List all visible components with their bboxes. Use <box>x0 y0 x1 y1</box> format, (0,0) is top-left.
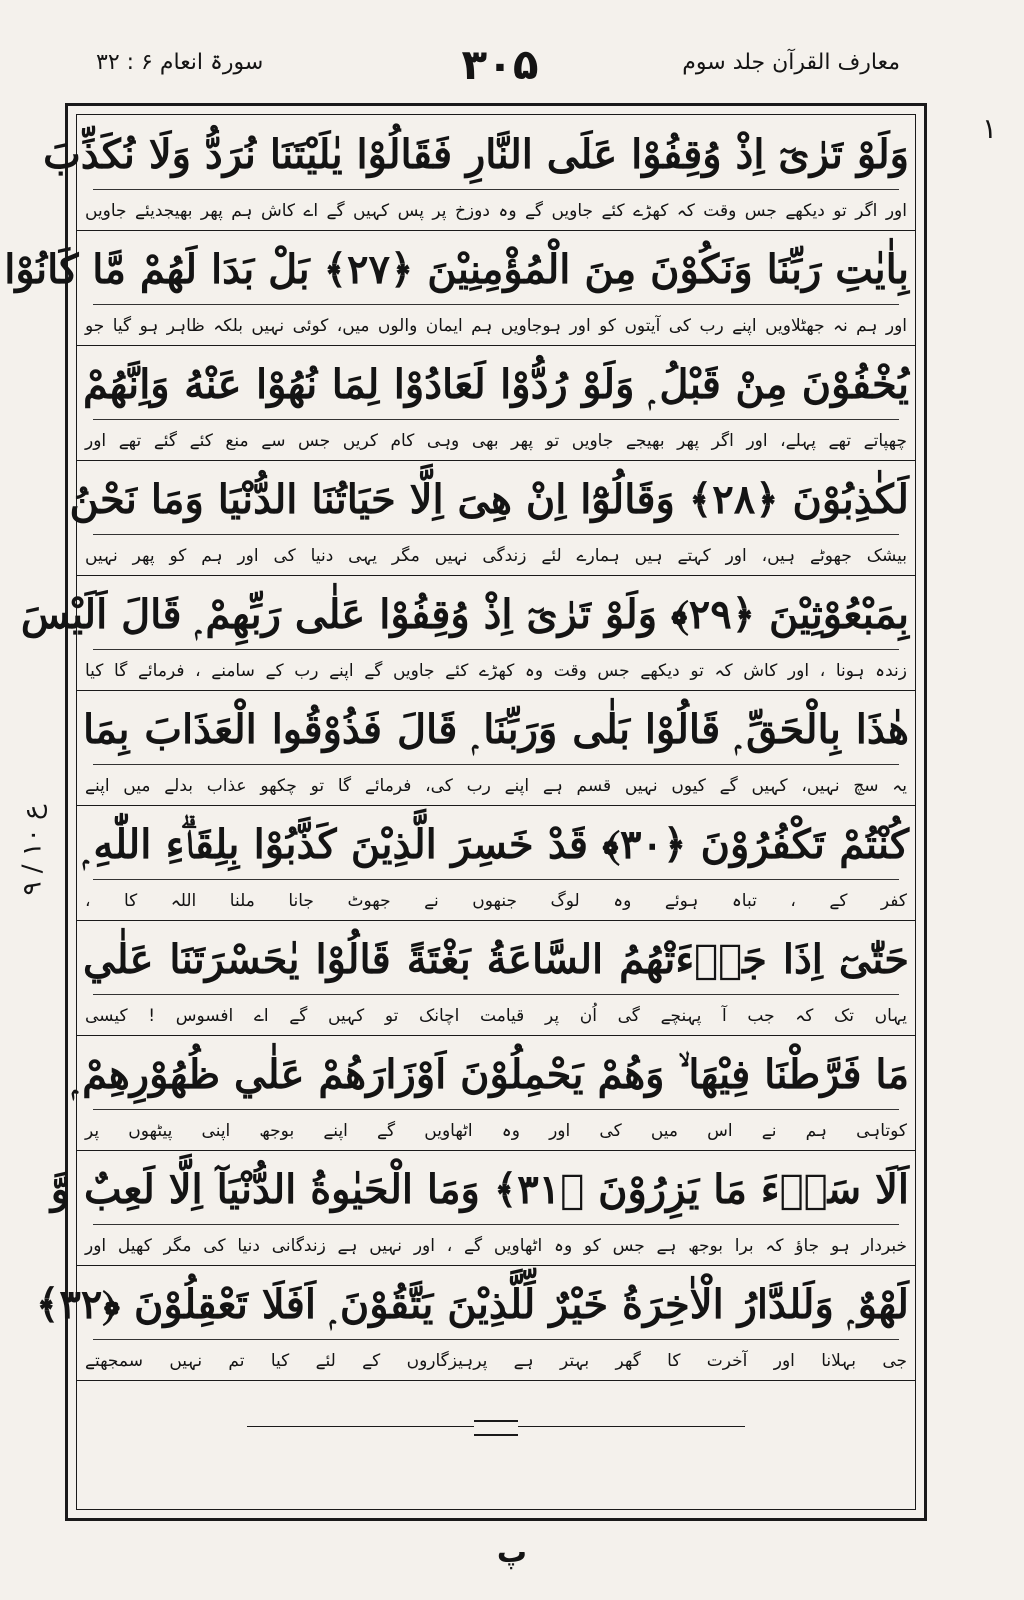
arabic-line: لَكٰذِبُوْنَ ﴿٢٨﴾ وَقَالُوْٓا اِنْ هِىَ اِلَّا حَيَاتُنَا الدُّنْيَا وَمَا نَحْنُ <box>69 476 909 523</box>
ruku-marker <box>4 790 60 910</box>
gloss-rule <box>93 649 899 650</box>
gloss-rule <box>93 534 899 535</box>
gloss-rule <box>93 1224 899 1225</box>
urdu-translation: بیشک جھوٹے ہیں، اور کہتے ہیں ہمارے لئے زندگی نہیں مگر یہی دنیا کی اور ہم کو پھر نہیں <box>85 546 907 566</box>
verse-block <box>4 230 915 346</box>
verse-block <box>43 115 915 231</box>
arabic-line: كُنْتُمْ تَكْفُرُوْنَ ﴿٣٠﴾ قَدْ خَسِرَ الَّذِيْنَ كَذَّبُوْا بِلِقَاۗءِ اللّٰهِ ۭ <box>83 821 910 868</box>
gloss-rule <box>93 1339 899 1340</box>
arabic-line: اَلَا سَاۗءَ مَا يَزِرُوْنَ ﴿٣١﴾ وَمَا الْحَيٰوةُ الدُّنْيَآ اِلَّا لَعِبٌ وَّ <box>50 1166 909 1213</box>
gloss-rule <box>93 419 899 420</box>
surah-reference: سورۃ انعام ۶ : ۳۲ <box>96 50 264 75</box>
urdu-translation: چھپاتے تھے پہلے، اور اگر پھر بھیجے جاویں تو پھر بھی وہی کام کریں جس سے منع کئے گئے تھے اور <box>85 431 907 451</box>
page-header <box>70 40 930 100</box>
verse-block <box>20 575 915 691</box>
urdu-translation: کوتاہی ہم نے اس میں کی اور وہ اٹھاویں گے اپنے بوجھ اپنی پیٹھوں پر <box>85 1121 907 1141</box>
urdu-translation: اور ہم نہ جھٹلاویں اپنے رب کی آیتوں کو اور ہوجاویں ہم ایمان والوں میں، کوئی نہیں بلکہ ظاہر ہو گیا جو <box>85 316 907 336</box>
verse-block <box>35 1265 915 1381</box>
urdu-translation: زندہ ہونا ، اور کاش کہ تو دیکھے جس وقت وہ کھڑے کئے جاویں گے اپنے رب کے سامنے ، فرمائے گا کیا <box>85 661 907 681</box>
section-divider <box>247 1420 745 1434</box>
footer-mark: پ <box>496 1535 528 1570</box>
urdu-translation: خبردار ہو جاؤ کہ برا بوجھ ہے جس کو وہ اٹھاویں گے ، اور نہیں ہے زندگانی دنیا کی مگر کھیل اور <box>85 1236 907 1256</box>
ruku-marker-text: ع ۱۰ / ۹ <box>17 804 48 896</box>
verse-block <box>50 1150 915 1266</box>
arabic-line: بِمَبْعُوْثِيْنَ ﴿٢٩﴾ وَلَوْ تَرٰىٓ اِذْ وُقِفُوْا عَلٰى رَبِّهِمْ ۭ قَالَ اَلَيْسَ <box>20 591 909 638</box>
verse-block <box>72 1035 915 1151</box>
verse-block <box>77 345 915 461</box>
verse-block <box>77 805 915 921</box>
arabic-line: بِاٰيٰتِ رَبِّنَا وَنَكُوْنَ مِنَ الْمُؤْمِنِيْنَ ﴿٢٧﴾ بَلْ بَدَا لَهُمْ مَّا كَانُوْا <box>4 246 909 293</box>
urdu-translation: یہاں تک کہ جب آ پہنچے گی اُن پر قیامت اچانک تو کہیں گے اے افسوس ! کیسی <box>85 1006 907 1026</box>
arabic-line: حَتّٰىٓ اِذَا جَاۗءَتْهُمُ السَّاعَةُ بَغْتَةً قَالُوْا يٰحَسْرَتَنَا عَلٰي <box>83 936 909 983</box>
arabic-line: مَا فَرَّطْنَا فِيْهَا ۙ وَهُمْ يَحْمِلُوْنَ اَوْزَارَهُمْ عَلٰي ظُهُوْرِهِمْ ۭ <box>72 1051 909 1098</box>
arabic-line: يُخْفُوْنَ مِنْ قَبْلُ ۭ وَلَوْ رُدُّوْا لَعَادُوْا لِمَا نُهُوْا عَنْهُ وَاِنَّهُمْ <box>83 361 909 408</box>
urdu-translation: یہ سچ نہیں، کہیں گے کیوں نہیں قسم ہے اپنے رب کی، فرمائے گا تو چکھو عذاب بدلے میں اپنے <box>85 776 907 796</box>
gloss-rule <box>93 994 899 995</box>
arabic-line: لَهْوٌ ۭ وَلَلدَّارُ الْاٰخِرَةُ خَيْرٌ لِّلَّذِيْنَ يَتَّقُوْنَ ۭ اَفَلَا تَعْقِلُوْنَ ﴿٣٢﴾ <box>35 1281 909 1328</box>
verse-block <box>69 460 915 576</box>
urdu-translation: کفر کے ، تباہ ہوئے وہ لوگ جنھوں نے جھوٹ جانا ملنا اللہ کا ، <box>85 891 907 911</box>
arabic-line: هٰذَا بِالْحَقِّ ۭ قَالُوْا بَلٰى وَرَبِّنَا ۭ قَالَ فَذُوْقُوا الْعَذَابَ بِمَا <box>83 706 909 753</box>
gloss-rule <box>93 189 899 190</box>
page-number: ۳۰۵ <box>461 40 539 89</box>
arabic-line: وَلَوْ تَرٰىٓ اِذْ وُقِفُوْا عَلَى النَّارِ فَقَالُوْا يٰلَيْتَنَا نُرَدُّ وَلَا نُكَذِّبَ <box>43 131 909 178</box>
verse-block <box>77 690 915 806</box>
gloss-rule <box>93 879 899 880</box>
verse-block <box>77 920 915 1036</box>
book-title: معارف القرآن جلد سوم <box>682 50 900 75</box>
divider-ornament-icon <box>474 1420 518 1436</box>
corner-mark: ۱ <box>982 112 998 145</box>
gloss-rule <box>93 304 899 305</box>
gloss-rule <box>93 764 899 765</box>
urdu-translation: اور اگر تو دیکھے جس وقت کہ کھڑے کئے جاویں گے وہ دوزخ پر پس کہیں گے اے کاش ہم پھر بھیجدیئے جاویں <box>85 201 907 221</box>
urdu-translation: جی بہلانا اور آخرت کا گھر بہتر ہے پرہیزگاروں کے لئے کیا تم نہیں سمجھتے <box>85 1351 907 1371</box>
gloss-rule <box>93 1109 899 1110</box>
